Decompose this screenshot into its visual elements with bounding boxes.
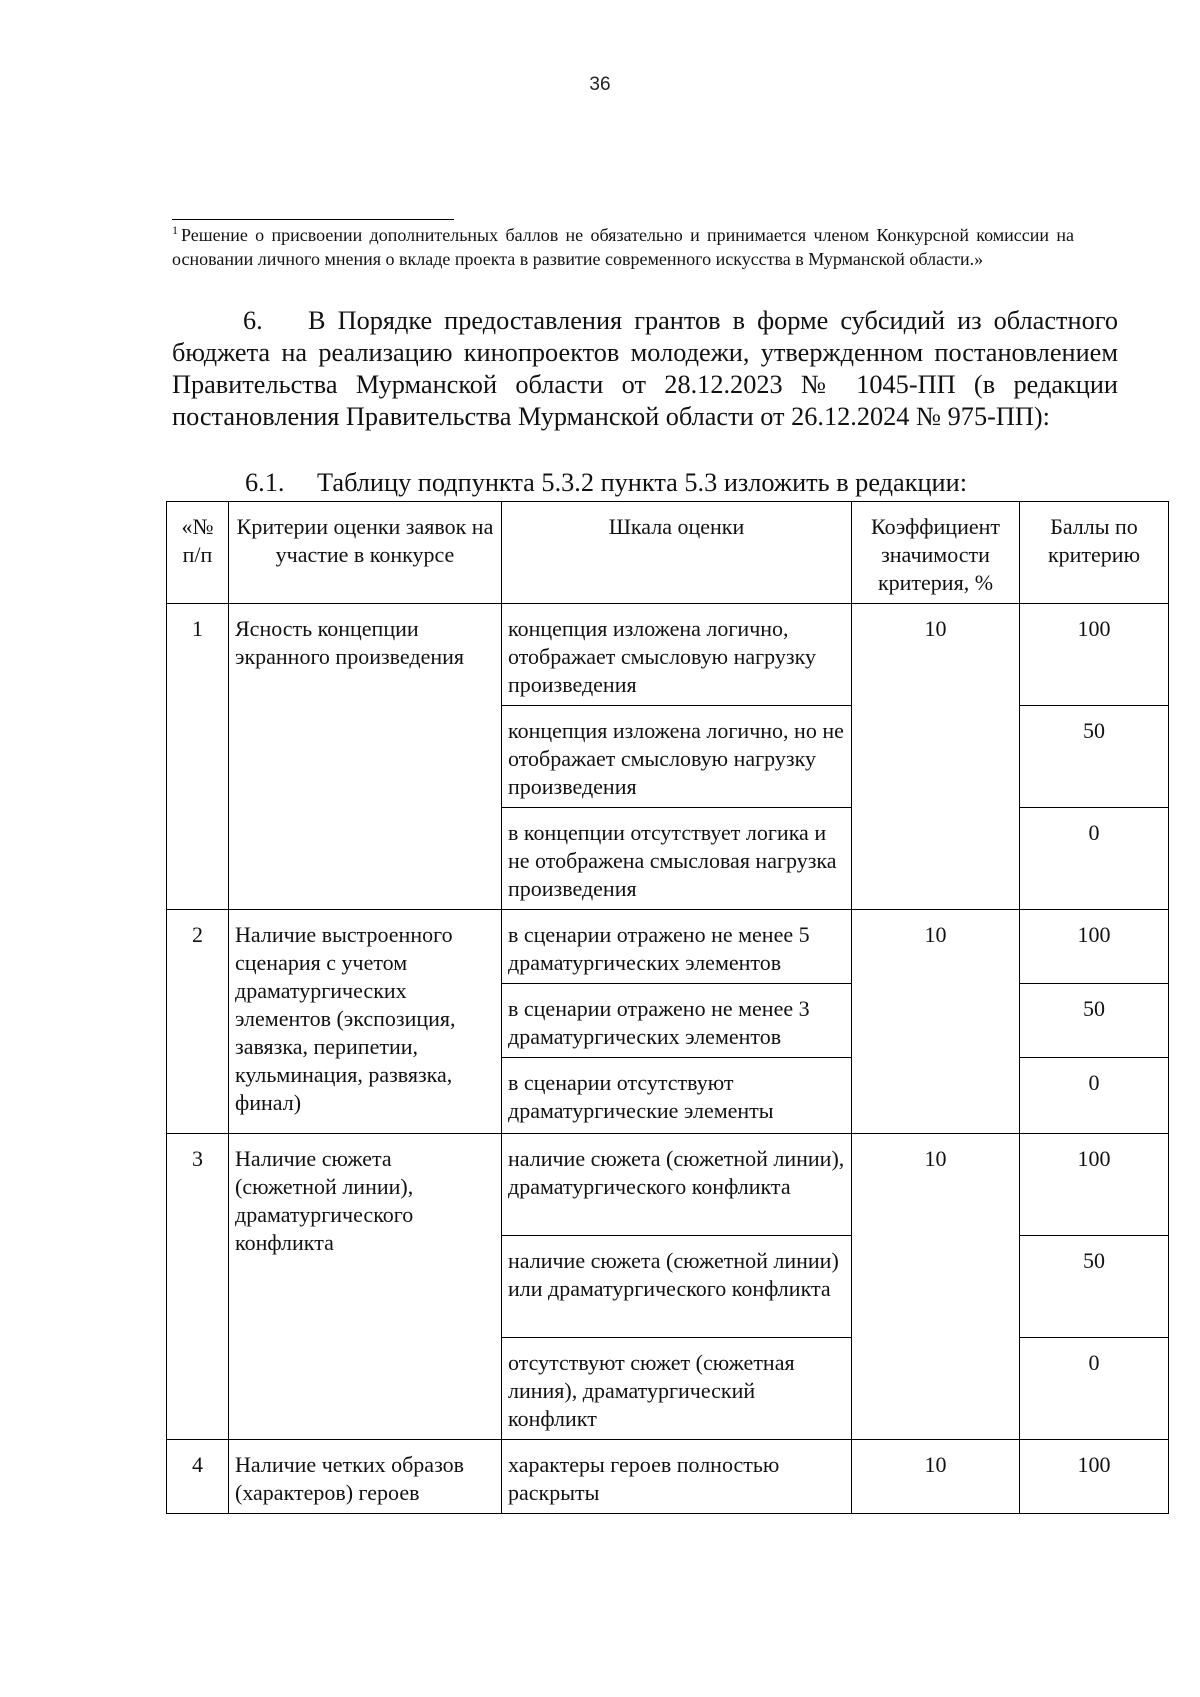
points-cell: 100 bbox=[1020, 1440, 1169, 1514]
scale-cell: в концепции отсутствует логика и не отображена смысловая нагрузка произведения bbox=[502, 808, 852, 910]
table-row bbox=[167, 910, 1169, 984]
points-cell: 50 bbox=[1020, 706, 1169, 808]
table-header-row bbox=[167, 502, 1169, 604]
points-cell: 0 bbox=[1020, 1058, 1169, 1134]
page-number: 36 bbox=[589, 74, 611, 95]
points-cell: 100 bbox=[1020, 604, 1169, 706]
points-cell: 100 bbox=[1020, 1134, 1169, 1236]
table-row bbox=[167, 604, 1169, 706]
paragraph-6-1-number: 6.1. bbox=[245, 468, 285, 497]
table-row bbox=[167, 1440, 1169, 1514]
row-number: 1 bbox=[167, 604, 229, 910]
points-cell: 0 bbox=[1020, 1338, 1169, 1440]
header-coefficient: Коэффициент значимости критерия, % bbox=[852, 502, 1020, 604]
header-number: «№ п/п bbox=[167, 502, 229, 604]
header-points: Баллы по критерию bbox=[1020, 502, 1169, 604]
scale-cell: наличие сюжета (сюжетной линии) или драматургического конфликта bbox=[502, 1236, 852, 1338]
criterion-cell: Наличие сюжета (сюжетной линии), драматургического конфликта bbox=[229, 1134, 502, 1440]
coefficient-cell: 10 bbox=[852, 1134, 1020, 1440]
criterion-cell: Ясность концепции экранного произведения bbox=[229, 604, 502, 910]
header-criteria: Критерии оценки заявок на участие в конкурсе bbox=[229, 502, 502, 604]
scale-cell: отсутствуют сюжет (сюжетная линия), драматургический конфликт bbox=[502, 1338, 852, 1440]
criterion-cell: Наличие четких образов (характеров) героев bbox=[229, 1440, 502, 1514]
scale-cell: концепция изложена логично, но не отображает смысловую нагрузку произведения bbox=[502, 706, 852, 808]
paragraph-6-number: 6. bbox=[243, 306, 263, 335]
criterion-cell: Наличие выстроенного сценария с учетом драматургических элементов (экспозиция, завязка, перипетии, кульминация, развязка, финал) bbox=[229, 910, 502, 1134]
paragraph-6-1-text: Таблицу подпункта 5.3.2 пункта 5.3 изложить в редакции: bbox=[317, 468, 968, 497]
coefficient-cell: 10 bbox=[852, 1440, 1020, 1514]
scale-cell: в сценарии отсутствуют драматургические элементы bbox=[502, 1058, 852, 1134]
paragraph-6 bbox=[172, 305, 1118, 433]
coefficient-cell: 10 bbox=[852, 604, 1020, 910]
scale-cell: в сценарии отражено не менее 5 драматургических элементов bbox=[502, 910, 852, 984]
footnote-text: Решение о присвоении дополнительных баллов не обязательно и принимается членом Конкурсной комиссии на основании личного мнения о вкладе проекта в развитие современного искусства в Мурманской области.» bbox=[172, 225, 1074, 269]
scale-cell: наличие сюжета (сюжетной линии), драматургического конфликта bbox=[502, 1134, 852, 1236]
header-scale: Шкала оценки bbox=[502, 502, 852, 604]
scale-cell: концепция изложена логично, отображает смысловую нагрузку произведения bbox=[502, 604, 852, 706]
footnote bbox=[172, 223, 1074, 271]
paragraph-6-text: В Порядке предоставления грантов в форме субсидий из областного бюджета на реализацию кинопроектов молодежи, утвержденном постановлением Правительства Мурманской области от 28.12.2023 № 1045-ПП (в редакции постановления Правительства Мурманской области от 26.12.2024 № 975-ПП): bbox=[172, 306, 1118, 431]
points-cell: 50 bbox=[1020, 1236, 1169, 1338]
paragraph-6-1 bbox=[245, 467, 1145, 499]
scale-cell: в сценарии отражено не менее 3 драматургических элементов bbox=[502, 984, 852, 1058]
points-cell: 50 bbox=[1020, 984, 1169, 1058]
table-row bbox=[167, 1134, 1169, 1236]
points-cell: 100 bbox=[1020, 910, 1169, 984]
row-number: 4 bbox=[167, 1440, 229, 1514]
footnote-separator bbox=[172, 219, 454, 220]
coefficient-cell: 10 bbox=[852, 910, 1020, 1134]
row-number: 3 bbox=[167, 1134, 229, 1440]
points-cell: 0 bbox=[1020, 808, 1169, 910]
scale-cell: характеры героев полностью раскрыты bbox=[502, 1440, 852, 1514]
criteria-table bbox=[166, 501, 1169, 1514]
row-number: 2 bbox=[167, 910, 229, 1134]
footnote-mark: 1 bbox=[172, 223, 178, 237]
